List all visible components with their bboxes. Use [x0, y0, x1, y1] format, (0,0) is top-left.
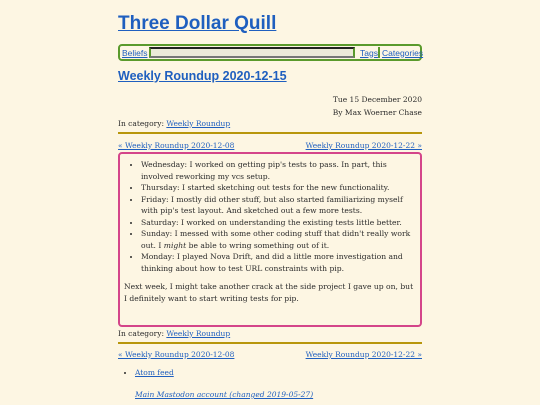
footer-links — [118, 368, 395, 377]
list-item — [135, 368, 395, 377]
post-author: By Max Woerner Chase — [332, 108, 422, 117]
list-item: • Friday: I mostly did other stuff, but also started familiarizing myself with pip's test layout. And sketched out a few more tests. — [141, 194, 416, 217]
prev-post-link[interactable]: « Weekly Roundup 2020-12-08 — [118, 141, 235, 150]
divider — [118, 132, 422, 134]
nav-bar — [118, 44, 422, 61]
category-label: In category: — [118, 329, 164, 338]
site-title-link[interactable]: Three Dollar Quill — [118, 13, 277, 34]
next-post-link[interactable]: Weekly Roundup 2020-12-22 » — [305, 350, 422, 359]
divider — [118, 342, 422, 344]
closing-paragraph: Next week, I might take another crack at the side project I gave up on, but I definitely want to start writing tests for pip. — [124, 282, 414, 303]
list-item: • Thursday: I started sketching out tests for the new functionality. — [141, 182, 416, 194]
category-link[interactable]: Weekly Roundup — [166, 329, 231, 338]
category-label: In category: — [118, 119, 164, 128]
nav-link-beliefs[interactable]: Beliefs — [122, 47, 148, 58]
post-title-link[interactable]: Weekly Roundup 2020-12-15 — [118, 69, 287, 83]
post-date: Tue 15 December 2020 — [332, 95, 422, 104]
mastodon-link[interactable]: Main Mastodon account (changed 2019-05-27) — [135, 390, 314, 399]
search-input[interactable] — [149, 47, 355, 58]
roundup-list — [124, 159, 416, 274]
post-category — [118, 329, 230, 338]
post-content — [118, 152, 422, 327]
nav-link-tags[interactable]: Tags — [360, 47, 378, 58]
list-item: • Monday: I played Nova Drift, and did a little more investigation and thinking about how to test URL constraints with pip. — [141, 251, 416, 274]
atom-feed-link[interactable]: Atom feed — [135, 368, 174, 377]
category-link[interactable]: Weekly Roundup — [166, 119, 231, 128]
nav-link-categories[interactable]: Categories — [382, 47, 424, 58]
post-category — [118, 119, 230, 128]
list-item: • Wednesday: I worked on getting pip's tests to pass. In part, this involved reworking my vcs setup. — [141, 159, 416, 182]
nav-divider — [378, 47, 380, 58]
list-item: • Sunday: I messed with some other coding stuff that didn't really work out. I might be able to wring something out of it. — [141, 228, 416, 251]
prev-post-link[interactable]: « Weekly Roundup 2020-12-08 — [118, 350, 235, 359]
next-post-link[interactable]: Weekly Roundup 2020-12-22 » — [305, 141, 422, 150]
list-item: • Saturday: I worked on understanding the existing tests little better. — [141, 217, 416, 229]
